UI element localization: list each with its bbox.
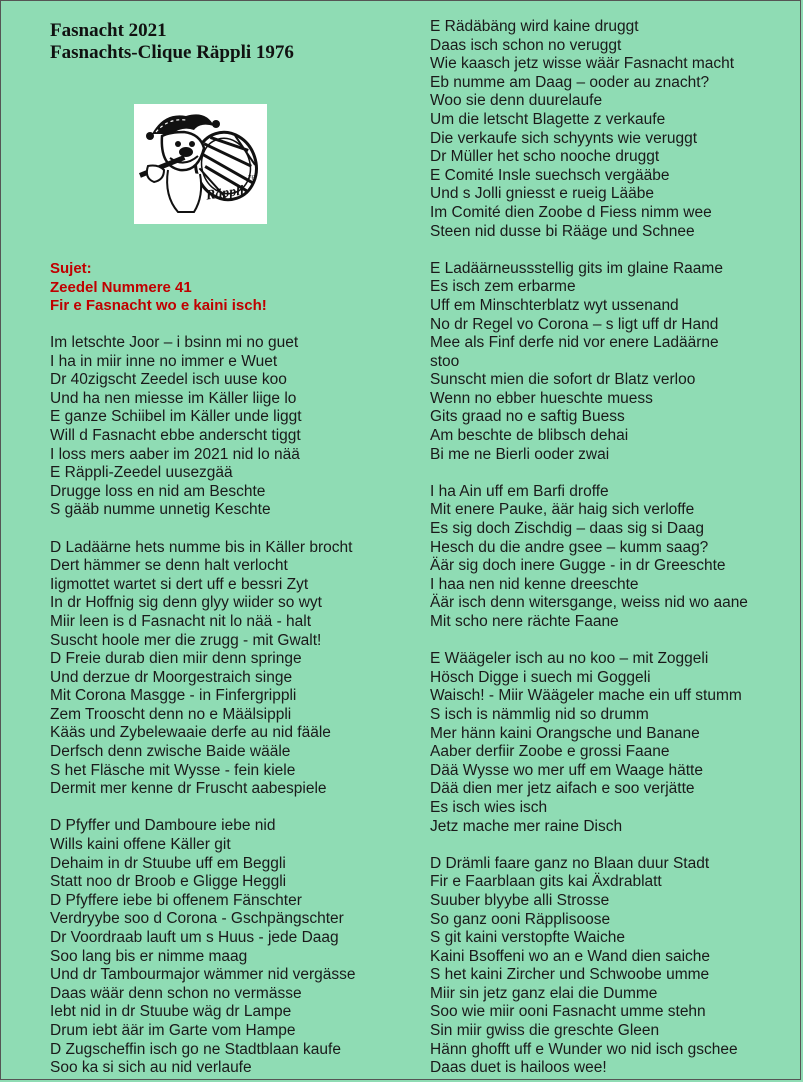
logo-superscript: 76 bbox=[248, 174, 255, 182]
verse-line: D Pfyffer und Damboure iebe nid bbox=[50, 817, 276, 835]
stanza-gap bbox=[430, 241, 748, 260]
verse-line: Aaber derfiir Zoobe e grossi Faane bbox=[430, 743, 670, 761]
verse-line: S het Fläsche mit Wysse - fein kiele bbox=[50, 761, 296, 779]
verse-line: Eb numme am Daag – ooder au znacht? bbox=[430, 73, 710, 91]
verse-line: D Pfyffere iebe bi offenem Fänschter bbox=[50, 891, 302, 909]
verse-line: Im Comité dien Zoobe d Fiess nimm wee bbox=[430, 203, 712, 221]
verse-line: Wenn no ebber hueschte muess bbox=[430, 389, 653, 407]
verse-line: Es sig doch Zischdig – daas sig si Daag bbox=[430, 520, 704, 538]
verse-line: S isch is nämmlig nid so drumm bbox=[430, 705, 649, 723]
verse-line: So ganz ooni Räpplisoose bbox=[430, 910, 611, 928]
verse-line: S git kaini verstopfte Waiche bbox=[430, 929, 625, 947]
verse-line: Bi me ne Bierli ooder zwai bbox=[430, 445, 610, 463]
verse-line: Sunscht mien die sofort dr Blatz verloo bbox=[430, 371, 696, 389]
verse-line: D Ladäärne hets numme bis in Käller brocht bbox=[50, 538, 353, 556]
verse-line: Drugge loss en nid am Beschte bbox=[50, 482, 266, 500]
verse-line: Mer hänn kaini Orangsche und Banane bbox=[430, 724, 700, 742]
verse-line: Und ha nen miesse im Käller liige lo bbox=[50, 389, 297, 407]
verse-line: E Rädäbäng wird kaine druggt bbox=[430, 18, 639, 35]
verse-line: Dermit mer kenne dr Fruscht aabespiele bbox=[50, 780, 327, 798]
verse-line: Dää dien mer jetz aifach e soo verjätte bbox=[430, 780, 695, 798]
verse-line: Zem Trooscht denn no e Määlsippli bbox=[50, 705, 292, 723]
jester-drummer-logo-icon bbox=[134, 104, 267, 224]
verse-line: Jetz mache mer raine Disch bbox=[430, 817, 623, 835]
stanza-gap bbox=[50, 520, 356, 539]
verse-line: Soo wie miir ooni Fasnacht umme stehn bbox=[430, 1003, 706, 1021]
verse-line: Dr Voordraab lauft um s Huus - jede Daag bbox=[50, 929, 339, 946]
verse-line: Miir leen is d Fasnacht nit lo nää - halt bbox=[50, 612, 312, 630]
sujet-motto: Fir e Fasnacht wo e kaini isch! bbox=[50, 297, 267, 315]
verse-line: Soo ka si sich au nid verlaufe bbox=[50, 1059, 252, 1077]
verse-line: I ha in miir inne no immer e Wuet bbox=[50, 352, 278, 370]
stanza-gap bbox=[430, 632, 748, 651]
stanza-gap bbox=[430, 836, 748, 855]
verse-line: Fir e Faarblaan gits kai Äxdrablatt bbox=[430, 873, 662, 891]
verse-line: Woo sie denn duurelaufe bbox=[430, 92, 603, 110]
verse-line: Äär sig doch inere Gugge - in dr Greeschte bbox=[430, 557, 726, 575]
logo-text: Räppli bbox=[205, 183, 245, 204]
verse-line: Iebt nid in dr Stuube wäg dr Lampe bbox=[50, 1003, 292, 1021]
title-line-2: Fasnachts-Clique Räppli 1976 bbox=[50, 42, 294, 63]
sujet-heading bbox=[50, 260, 267, 316]
verse-line: Mit Corona Masgge - in Finfergrippli bbox=[50, 687, 297, 705]
verse-line: Dr 40zigscht Zeedel isch uuse koo bbox=[50, 371, 287, 389]
verse-line: Mee als Finf derfe nid vor enere Ladäärne bbox=[430, 334, 719, 352]
verse-line: Um die letscht Blagette z verkaufe bbox=[430, 110, 666, 128]
stanza-gap bbox=[50, 799, 356, 818]
verse-line: E ganze Schiibel im Käller unde liggt bbox=[50, 408, 302, 426]
verse-line: Und s Jolli gniesst e rueig Lääbe bbox=[430, 185, 655, 203]
verse-line: Waisch! - Miir Wäägeler mache ein uff stumm bbox=[430, 687, 742, 705]
verse-line: Suuber blyybe alli Strosse bbox=[430, 891, 610, 909]
page-title bbox=[50, 20, 294, 64]
verse-line: Im letschte Joor – i bsinn mi no guet bbox=[50, 334, 299, 351]
verse-line: D Zugscheffin isch go ne Stadtblaan kaufe bbox=[50, 1040, 341, 1058]
verse-line: D Freie durab dien miir denn springe bbox=[50, 650, 302, 668]
verse-line: Die verkaufe sich schyynts wie veruggt bbox=[430, 129, 698, 147]
verse-line: Gits graad no e saftig Buess bbox=[430, 408, 625, 426]
verse-line: D Drämli faare ganz no Blaan duur Stadt bbox=[430, 854, 710, 872]
verse-line: I ha Ain uff em Barfi droffe bbox=[430, 482, 609, 500]
clique-logo bbox=[134, 104, 267, 224]
verse-line: E Wäägeler isch au no koo – mit Zoggeli bbox=[430, 650, 709, 668]
verse-line: Am beschte de blibsch dehai bbox=[430, 427, 629, 445]
stanza-gap bbox=[430, 464, 748, 483]
verse-line: I loss mers aaber im 2021 nid lo nää bbox=[50, 445, 300, 463]
verse-line: Daas isch schon no veruggt bbox=[430, 36, 622, 54]
verse-line: Daas duet is hailoos wee! bbox=[430, 1059, 607, 1077]
verse-line: Drum iebt äär im Garte vom Hampe bbox=[50, 1021, 296, 1039]
verse-line: Steen nid dusse bi Rääge und Schnee bbox=[430, 222, 695, 240]
verse-line: In dr Hoffnig sig denn glyy wiider so wyt bbox=[50, 594, 322, 612]
verse-line: Hösch Digge i suech mi Goggeli bbox=[430, 668, 651, 686]
verse-line: Daas wäär denn schon no vermässe bbox=[50, 984, 302, 1002]
verse-line: S het kaini Zircher und Schwoobe umme bbox=[430, 966, 710, 984]
verse-line: Dää Wysse wo mer uff em Waage hätte bbox=[430, 761, 703, 779]
verse-line: E Comité Insle suechsch vergääbe bbox=[430, 166, 670, 184]
verse-line: Suscht hoole mer die zrugg - mit Gwalt! bbox=[50, 631, 322, 649]
verse-line: Kääs und Zybelewaaie derfe au nid fääle bbox=[50, 724, 331, 742]
verse-line: Iigmottet wartet si dert uff e bessri Zyt bbox=[50, 575, 309, 593]
verse-line: Soo lang bis er nimme maag bbox=[50, 947, 248, 965]
verse-line: Es isch wies isch bbox=[430, 798, 548, 816]
verse-line: E Ladäärneussstellig gits im glaine Raame bbox=[430, 259, 723, 277]
verse-line: Dert hämmer se denn halt verlocht bbox=[50, 557, 288, 575]
verse-line: S gääb numme unnetig Keschte bbox=[50, 501, 271, 519]
verse-line: Und derzue dr Moorgestraich singe bbox=[50, 668, 293, 686]
verse-line: Mit enere Pauke, äär haig sich verloffe bbox=[430, 501, 695, 519]
verse-line: E Räppli-Zeedel uusezgää bbox=[50, 464, 233, 482]
verse-line: Äär isch denn witersgange, weiss nid wo aane bbox=[430, 594, 748, 612]
verse-line: Hänn ghofft uff e Wunder wo nid isch gschee bbox=[430, 1040, 738, 1058]
title-line-1: Fasnacht 2021 bbox=[50, 20, 167, 41]
verse-line: Sin miir gwiss die greschte Gleen bbox=[430, 1022, 660, 1040]
verse-line: Verdryybe soo d Corona - Gschpängschter bbox=[50, 910, 344, 928]
verse-line: I haa nen nid kenne dreeschte bbox=[430, 575, 639, 593]
verse-line: Derfsch denn zwische Baide wääle bbox=[50, 743, 291, 761]
verse-line: Und dr Tambourmajor wämmer nid vergässe bbox=[50, 966, 356, 984]
sujet-subtitle: Zeedel Nummere 41 bbox=[50, 278, 192, 296]
verse-line: stoo bbox=[430, 352, 460, 370]
verse-line: Hesch du die andre gsee – kumm saag? bbox=[430, 538, 709, 556]
verse-line: Wie kaasch jetz wisse wäär Fasnacht macht bbox=[430, 55, 735, 73]
verse-line: Es isch zem erbarme bbox=[430, 278, 576, 296]
verse-line: Miir sin jetz ganz elai die Dumme bbox=[430, 984, 658, 1002]
verse-line: Will d Fasnacht ebbe anderscht tiggt bbox=[50, 426, 301, 444]
verse-line: Uff em Minschterblatz wyt ussenand bbox=[430, 296, 679, 314]
verse-line: Wills kaini offene Käller git bbox=[50, 836, 231, 854]
verse-line: Kaini Bsoffeni wo an e Wand dien saiche bbox=[430, 947, 711, 965]
right-verse-column bbox=[430, 18, 748, 1078]
left-verse-column bbox=[50, 334, 356, 1078]
verse-line: Statt noo dr Broob e Gligge Heggli bbox=[50, 873, 287, 891]
verse-line: Mit scho nere rächte Faane bbox=[430, 613, 619, 630]
verse-line: Dr Müller het scho nooche druggt bbox=[430, 148, 660, 166]
verse-line: Dehaim in dr Stuube uff em Beggli bbox=[50, 854, 286, 872]
sujet-label: Sujet: bbox=[50, 260, 92, 277]
verse-line: No dr Regel vo Corona – s ligt uff dr Hand bbox=[430, 315, 719, 333]
